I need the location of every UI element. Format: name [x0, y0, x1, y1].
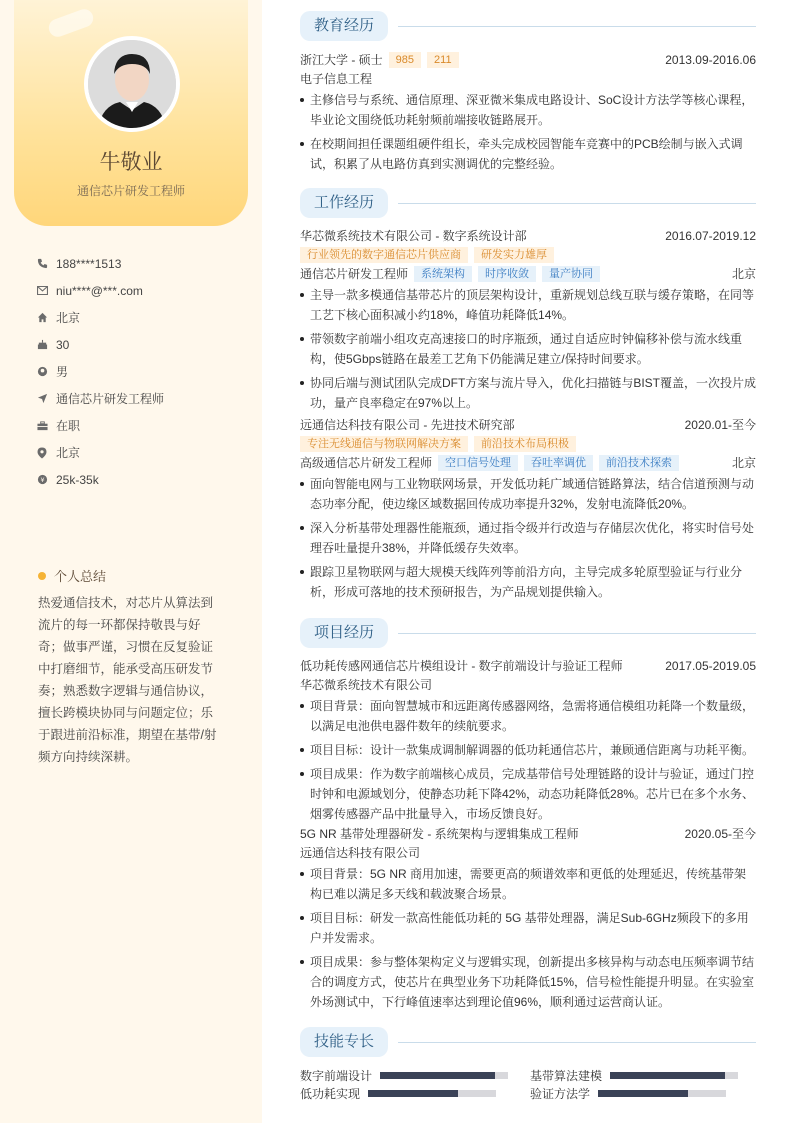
briefcase-icon	[36, 420, 48, 432]
project-title: 5G NR 基带处理器研发 - 系统架构与逻辑集成工程师	[300, 827, 579, 841]
divider	[398, 26, 756, 27]
skill-level-fill	[368, 1090, 458, 1097]
job-company: 远通信达科技有限公司 - 先进技术研究部	[300, 418, 515, 432]
list-item: 带领数字前端小组攻克高速接口的时序瓶颈，通过自适应时钟偏移补偿与流水线重构，使5Gbps链路在最差工艺角下仍能满足建立/保持时间要求。	[300, 329, 756, 369]
section-work	[300, 187, 756, 219]
send-icon	[36, 393, 48, 405]
skill-name: 低功耗实现	[300, 1086, 361, 1101]
sidebar	[0, 0, 262, 1123]
salary-icon	[36, 474, 48, 486]
section-projects	[300, 617, 756, 649]
contact-residence	[36, 304, 246, 331]
project-entry-2	[300, 824, 756, 1016]
skill-level-bar	[598, 1090, 726, 1097]
section-education-title: 教育经历	[300, 11, 388, 41]
company-tag: 专注无线通信与物联网解决方案	[300, 436, 468, 452]
job-location: 北京	[731, 267, 756, 281]
project-period: 2020.05-至今	[684, 827, 756, 841]
contact-gender	[36, 358, 246, 385]
education-entry	[300, 50, 756, 178]
skill-level-fill	[598, 1090, 688, 1097]
job-period: 2016.07-2019.12	[665, 228, 756, 243]
candidate-title: 通信芯片研发工程师	[76, 184, 185, 198]
project-company: 远通信达科技有限公司	[300, 846, 421, 860]
education-major: 电子信息工程	[300, 72, 373, 86]
section-work-title: 工作经历	[300, 188, 388, 218]
skill-level-fill	[610, 1072, 725, 1079]
contact-target-city	[36, 439, 246, 466]
list-item: 主修信号与系统、通信原理、深亚微米集成电路设计、SoC设计方法学等核心课程，毕业论文围绕低功耗射频前端接收链路展开。	[300, 90, 756, 130]
skill-tag: 量产协同	[542, 266, 600, 282]
list-item: 深入分析基带处理器性能瓶颈，通过指令级并行改造与存储层次优化，将实时信号处理吞吐量提升38%，并降低缓存失效率。	[300, 518, 756, 558]
phone-icon	[36, 258, 48, 270]
section-education	[300, 10, 756, 42]
section-skills	[300, 1026, 756, 1058]
list-item: 项目成果：作为数字前端核心成员，完成基带信号处理链路的设计与验证，通过门控时钟和电源域划分，使静态功耗下降42%，动态功耗降低28%。芯片已在多个水务、烟雾传感器产品中批量导入，市场反馈良好。	[300, 764, 756, 824]
skill-item	[530, 1066, 738, 1084]
home-icon	[36, 312, 48, 324]
contact-phone-value: 188****1513	[56, 256, 122, 271]
list-item: 项目背景：5G NR 商用加速，需要更高的频谱效率和更低的处理延迟，传统基带架构已难以满足多天线和载波聚合场景。	[300, 864, 756, 904]
project-entry-1	[300, 656, 756, 828]
skill-tag: 时序收敛	[478, 266, 536, 282]
contact-gender-value: 男	[56, 365, 69, 379]
avatar-portrait-icon	[88, 40, 176, 128]
contact-list	[36, 250, 246, 493]
company-tag: 行业领先的数字通信芯片供应商	[300, 247, 468, 263]
divider	[398, 203, 756, 204]
skill-name: 验证方法学	[530, 1086, 591, 1101]
list-item: 项目背景：面向智慧城市和远距离传感器网络，急需将通信模组功耗降一个数量级，以满足电池供电器件数年的续航要求。	[300, 696, 756, 736]
cake-icon	[36, 339, 48, 351]
list-item: 项目目标：设计一款集成调制解调器的低功耗通信芯片，兼顾通信距离与功耗平衡。	[300, 740, 756, 760]
summary-heading-label: 个人总结	[54, 569, 107, 584]
mail-icon	[36, 285, 48, 297]
contact-status-value: 在职	[56, 419, 81, 433]
contact-target-city-value: 北京	[56, 446, 81, 460]
bullet-dot-icon	[38, 572, 46, 580]
education-period: 2013.09-2016.06	[665, 52, 756, 67]
education-tag: 985	[389, 52, 421, 68]
job-company: 华芯微系统技术有限公司 - 数字系统设计部	[300, 229, 527, 243]
skill-level-bar	[610, 1072, 738, 1079]
contact-residence-value: 北京	[56, 311, 81, 325]
work-entry-1	[300, 226, 756, 417]
gender-icon	[36, 366, 48, 378]
decorative-shine	[46, 7, 95, 40]
job-position: 高级通信芯片研发工程师	[300, 456, 433, 470]
list-item: 面向智能电网与工业物联网场景，开发低功耗广域通信链路算法，结合信道预测与动态功率分配，使边缘区域数据回传成功率提升32%，发射电流降低20%。	[300, 474, 756, 514]
skill-name: 基带算法建模	[530, 1068, 603, 1083]
contact-salary	[36, 466, 246, 493]
work-entry-2	[300, 415, 756, 606]
contact-email-value: niu****@***.com	[56, 283, 143, 298]
job-period: 2020.01-至今	[684, 418, 756, 432]
contact-status	[36, 412, 246, 439]
contact-phone	[36, 250, 246, 277]
job-position: 通信芯片研发工程师	[300, 267, 409, 281]
list-item: 主导一款多模通信基带芯片的顶层架构设计，重新规划总线互联与缓存策略，在同等工艺下核心面积减小约18%，峰值功耗降低14%。	[300, 285, 756, 325]
skill-level-fill	[380, 1072, 495, 1079]
avatar	[84, 36, 180, 132]
project-period: 2017.05-2019.05	[665, 658, 756, 673]
contact-age	[36, 331, 246, 358]
list-item: 项目成果：参与整体架构定义与逻辑实现，创新提出多核异构与动态电压频率调节结合的调度方式，使芯片在典型业务下功耗降低15%，信号检性能提升明显。在实验室外场测试中，下行峰值速率达到理论值96%，顺利通过运营商认证。	[300, 952, 756, 1012]
list-item: 协同后端与测试团队完成DFT方案与流片导入，优化扫描链与BIST覆盖，一次投片成功，量产良率稳定在97%以上。	[300, 373, 756, 413]
location-icon	[36, 447, 48, 459]
contact-target-position	[36, 385, 246, 412]
skill-tag: 前沿技术探索	[599, 455, 679, 471]
svg-text:¥: ¥	[39, 475, 45, 484]
company-tag: 前沿技术布局积极	[474, 436, 576, 452]
skill-item	[300, 1066, 508, 1084]
skill-name: 数字前端设计	[300, 1068, 373, 1083]
job-location: 北京	[731, 456, 756, 470]
list-item: 在校期间担任课题组硬件组长，牵头完成校园智能车竞赛中的PCB绘制与嵌入式调试，积累了从电路仿真到实测调优的完整经验。	[300, 134, 756, 174]
summary-heading	[38, 566, 106, 585]
section-projects-title: 项目经历	[300, 618, 388, 648]
contact-salary-value: 25k-35k	[56, 472, 99, 487]
company-tag: 研发实力雄厚	[474, 247, 554, 263]
skill-tag: 吞吐率调优	[524, 455, 593, 471]
contact-age-value: 30	[56, 337, 70, 352]
education-tag: 211	[427, 52, 459, 68]
project-company: 华芯微系统技术有限公司	[300, 678, 433, 692]
summary-text: 热爱通信技术，对芯片从算法到流片的每一环都保持敬畏与好奇；做事严谨，习惯在反复验证中打磨细节，能承受高压研发节奏；熟悉数字逻辑与通信协议，擅长跨模块协同与问题定位；乐于跟进前沿标准，期望在基带/射频方向持续深耕。	[38, 596, 217, 764]
divider	[398, 633, 756, 634]
contact-target-position-value: 通信芯片研发工程师	[56, 392, 165, 406]
divider	[398, 1042, 756, 1043]
candidate-name: 牛敬业	[99, 151, 163, 174]
education-school: 浙江大学 - 硕士	[300, 53, 383, 67]
project-title: 低功耗传感网通信芯片模组设计 - 数字前端设计与验证工程师	[300, 659, 623, 673]
section-skills-title: 技能专长	[300, 1027, 388, 1057]
skill-item	[300, 1084, 496, 1102]
list-item: 项目目标：研发一款高性能低功耗的 5G 基带处理器，满足Sub-6GHz频段下的多用户并发需求。	[300, 908, 756, 948]
skill-item	[530, 1084, 726, 1102]
skill-tag: 系统架构	[414, 266, 472, 282]
skill-tag: 空口信号处理	[438, 455, 518, 471]
skill-level-bar	[368, 1090, 496, 1097]
list-item: 跟踪卫星物联网与超大规模天线阵列等前沿方向，主导完成多轮原型验证与行业分析，形成可落地的技术预研报告，为产品规划提供输入。	[300, 562, 756, 602]
contact-email	[36, 277, 246, 304]
skill-level-bar	[380, 1072, 508, 1079]
